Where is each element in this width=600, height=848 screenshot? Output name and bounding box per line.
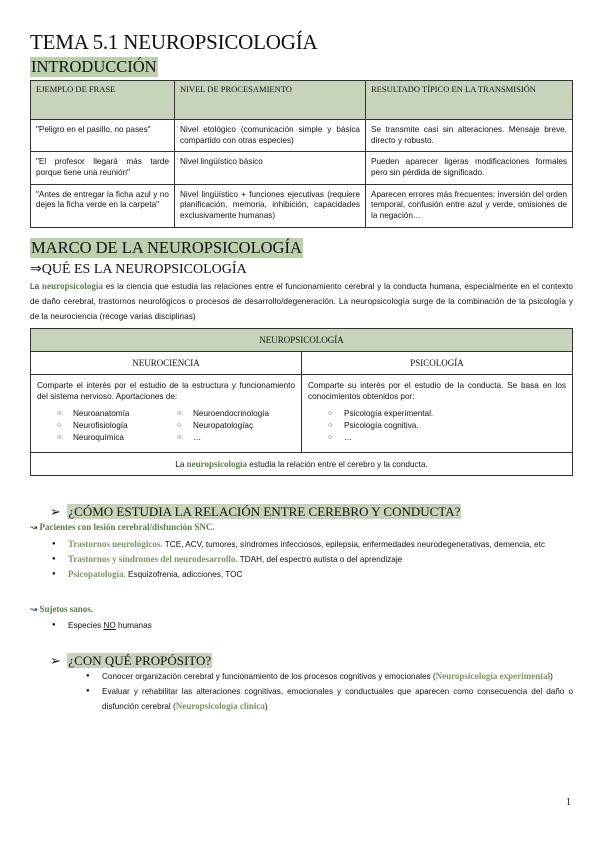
column-title-neurociencia: NEUROCIENCIA	[31, 352, 302, 375]
table-cell: Nivel lingüístico + funciones ejecutivas (requiere planificación, memoria, inhibición, capacidades exclusivamente humanas)	[175, 184, 366, 227]
neuropsicologia-table	[30, 328, 573, 476]
neurociencia-cell: Comparte el interés por el estudio de la estructura y funcionamiento del sistema nervioso. Aportaciones de: ○ Neuroanatomía ○ Neurofisiología ○ Neuroquímica ○ Neuroendocrinología ○ Neuropatologíaç ○ …	[31, 375, 302, 453]
group-pacientes: ↝ Pacientes con lesión cerebral/disfunción SNC.	[30, 522, 215, 532]
page-title: TEMA 5.1 NEUROPSICOLOGÍA	[30, 30, 318, 54]
table-cell: "El profesor llegará más tarde porque tiene una reunión"	[31, 152, 175, 184]
list-item: ○ Psicología cognitiva.	[326, 420, 566, 432]
list-item: ○ Neuroendocrinología	[175, 408, 295, 420]
list-item: ● Especies NO humanas	[50, 618, 573, 633]
definition-paragraph: La neuropsicología es la ciencia que estudia las relaciones entre el funcionamiento cerebral y la conducta humana, especialmente en el contexto de daño cerebral, trastornos neurológicos o procesos de desarrollo/degeneración. La neuropsicología surge de la combinación de la psicología y de la neurociencia (recoge varias disciplinas)	[30, 281, 573, 321]
list-item: ○ Neuropatologíaç	[175, 420, 295, 432]
keyword: neuropsicología	[41, 281, 104, 291]
subheading-que-es: ⇒QUÉ ES LA NEUROPSICOLOGÍA	[30, 262, 247, 277]
table-row	[31, 120, 573, 152]
table-row	[31, 184, 573, 227]
list-item: ● Trastornos y síndromes del neurodesarrollo. TDAH, del espectro autista o del aprendizaje	[50, 552, 573, 567]
arrow-icon: ➢	[50, 504, 61, 519]
psicologia-cell: Comparte su interés por el estudio de la conducta. Se basa en los conocimientos obtenidos por: ○ Psicología experimental. ○ Psicología cognitiva. ○ …	[302, 375, 573, 453]
table-cell: Nivel etológico (comunicación simple y básica compartido con otras especies)	[175, 120, 366, 152]
table-cell: Se transmite casi sin alteraciones. Mensaje breve, directo y robusto.	[366, 120, 573, 152]
page-number: 1	[566, 797, 571, 808]
section-heading-marco: MARCO DE LA NEUROPSICOLOGÍA	[31, 238, 302, 257]
list-item: ○ Psicología experimental.	[326, 408, 566, 420]
pacientes-list	[50, 537, 573, 582]
arrow-icon: ➢	[50, 653, 61, 668]
table-cell: Aparecen errores más frecuentes: inversión del orden temporal, confusión entre azul y verde, omisiones de la negación…	[366, 184, 573, 227]
list-item: ● Evaluar y rehabilitar las alteraciones cognitivas, emocionales y conductuales que aparecen como consecuencia del daño o disfunción cerebral (Neuropsicología clínica)	[84, 684, 573, 714]
list-item: ● Trastornos neurológicos. TCE, ACV, tumores, síndromes infecciosos, epilepsia, enfermedades neurodegenerativas, demencia, etc	[50, 537, 573, 552]
subheading-proposito: ➢ ¿CON QUÉ PROPÓSITO?	[50, 653, 212, 668]
table-header: NIVEL DE PROCESAMIENTO	[175, 81, 366, 120]
table-cell: "Antes de entregar la ficha azul y no dejes la ficha verde en la carpeta"	[31, 184, 175, 227]
table-header: NEUROPSICOLOGÍA	[31, 329, 573, 352]
list-item: ○ …	[175, 432, 295, 444]
squiggle-arrow-icon: ↝	[30, 522, 38, 532]
table-header: EJEMPLO DE FRASE	[31, 81, 175, 120]
intro-table	[30, 80, 573, 228]
table-header: RESULTADO TÍPICO EN LA TRANSMISIÓN	[366, 81, 573, 120]
list-item: ● Conocer organización cerebral y funcionamiento de los procesos cognitivos y emocionales (Neuropsicología experimental)	[84, 669, 573, 684]
list-item: ○ Neurofisiología	[55, 420, 175, 432]
section-heading-introduccion: INTRODUCCIÓN	[31, 57, 157, 76]
sanos-list	[50, 618, 573, 633]
table-cell: Nivel lingüístico básico	[175, 152, 366, 184]
proposito-list	[84, 669, 573, 714]
list-item: ● Psicopatología. Esquizofrenia, adicciones, TOC	[50, 567, 573, 582]
table-cell: Pueden aparecer ligeras modificaciones formales pero sin pérdida de significado.	[366, 152, 573, 184]
squiggle-arrow-icon: ↝	[30, 604, 38, 614]
list-item: ○ Neuroanatomía	[55, 408, 175, 420]
subheading-como: ➢ ¿CÓMO ESTUDIA LA RELACIÓN ENTRE CEREBRO Y CONDUCTA?	[50, 504, 461, 519]
group-sanos: ↝ Sujetos sanos.	[30, 604, 94, 614]
table-footer: La neuropsicología estudia la relación entre el cerebro y la conducta.	[31, 453, 573, 476]
keyword: neuropsicología	[186, 459, 248, 469]
column-title-psicologia: PSICOLOGÍA	[302, 352, 573, 375]
table-cell: "Peligro en el pasillo, no pases"	[31, 120, 175, 152]
list-item: ○ …	[326, 432, 566, 444]
list-item: ○ Neuroquímica	[55, 432, 175, 444]
table-row	[31, 152, 573, 184]
